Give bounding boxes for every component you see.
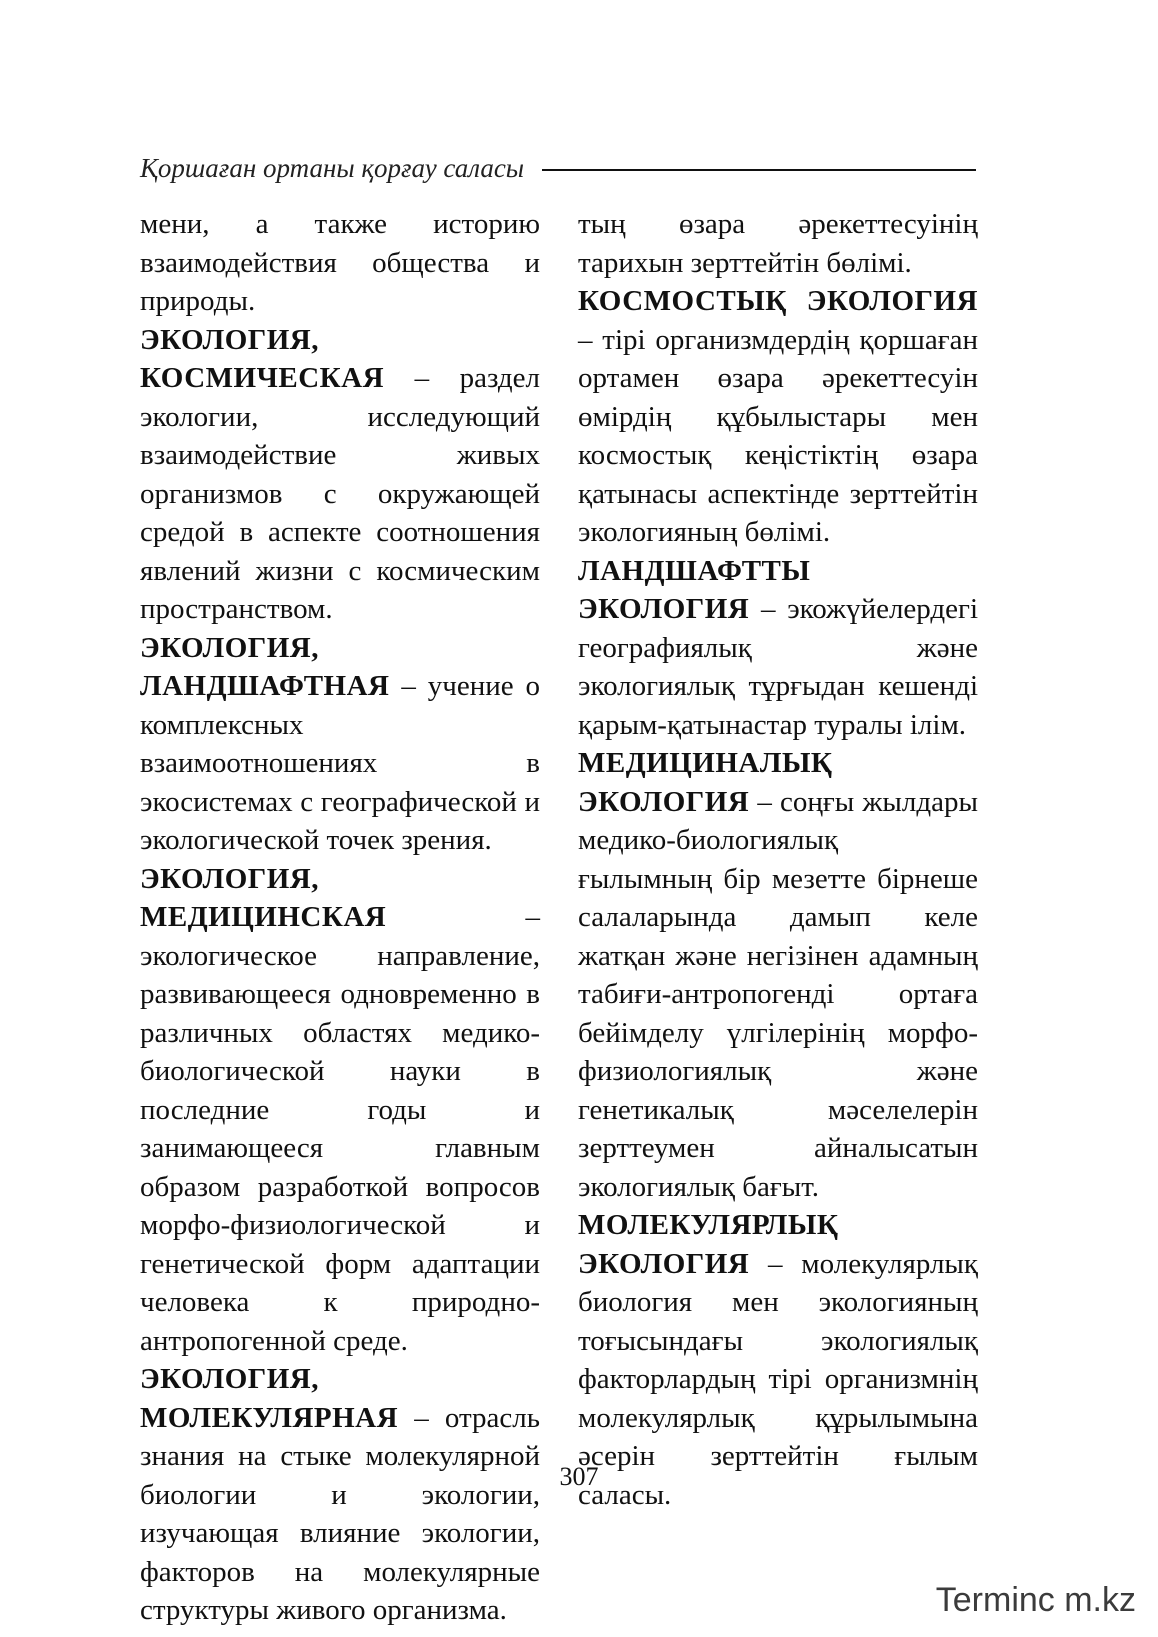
entry-definition: тың өзара әрекеттесуінің тарихын зерттейтін бөлімі. (578, 208, 978, 279)
entry-term: КОСМОСТЫҚ ЭКОЛОГИЯ (578, 285, 978, 317)
entry-term: ЛАНДШАФТТЫ ЭКОЛОГИЯ (578, 554, 811, 625)
termincom-watermark (936, 1575, 1136, 1625)
entry-definition: – соңғы жылдары медико-биологиялық ғылымның бір мезетте бірнеше салаларында дамып келе жатқан және негізінен адамның табиғи-антропогенді ортаға бейімделу үлгілерінің морфо-физиологиялық және генетикалық мәселелерін зерттеумен айналысатын экологиялық бағыт. (578, 785, 978, 1203)
dictionary-entry (578, 552, 978, 745)
running-header-title: Қоршаған ортаны қорғау саласы (140, 152, 525, 183)
entry-term: ЭКОЛОГИЯ, МЕДИЦИНСКАЯ (140, 862, 387, 933)
entry-term: ЭКОЛОГИЯ, МОЛЕКУЛЯРНАЯ (140, 1363, 399, 1434)
running-header (140, 148, 976, 188)
right-column (578, 205, 978, 1514)
entry-definition: – учение о комплексных взаимоотношениях в экосистемах с географической и экологической точек зрения. (140, 670, 540, 856)
entry-definition: – отрасль знания на стыке молекулярной биологии и экологии, изучающая влияние экологии, факторов на молекулярные структуры живого организма. (140, 1401, 540, 1626)
header-rule (542, 169, 976, 171)
entry-definition: – тірі организмдердің қоршаған ортамен өзара әрекеттесуін өмірдің құбылыстары мен космостық кеңістіктің өзара қатынасы аспектінде зерттейтін экологияның бөлімі. (578, 323, 978, 548)
dictionary-entry (140, 321, 540, 629)
entry-definition: – экожүйелердегі географиялық және экологиялық тұрғыдан кешенді қарым-қатынастар туралы ілім. (578, 593, 978, 741)
dictionary-entry (140, 860, 540, 1361)
entry-definition: – раздел экологии, исследующий взаимодействие живых организмов с окружающей средой в аспекте соотношения явлений жизни с космическим пространством. (140, 362, 540, 625)
entry-term: МЕДИЦИНАЛЫҚ ЭКОЛОГИЯ (578, 747, 833, 818)
entry-definition: – экологическое направление, развивающееся одновременно в различных областях медико-биологической науки в последние годы и занимающееся главным образом разработкой вопросов морфо-физиологической и генетической форм адаптации человека к природно-антропогенной среде. (140, 901, 540, 1357)
dictionary-entry (140, 629, 540, 860)
page-number: 307 (559, 1462, 599, 1491)
entry-definition: мени, а также историю взаимодействия общества и природы. (140, 208, 540, 317)
entry-term: МОЛЕКУЛЯРЛЫҚ ЭКОЛОГИЯ (578, 1209, 839, 1280)
entry-term: ЭКОЛОГИЯ, КОСМИЧЕСКАЯ (140, 323, 385, 394)
dictionary-entry (578, 282, 978, 552)
watermark-text: Terminc m.kz (935, 1580, 1136, 1619)
entry-term: ЭКОЛОГИЯ, ЛАНДШАФТНАЯ (140, 631, 390, 702)
dictionary-entry (140, 205, 540, 321)
left-column (140, 205, 540, 1630)
dictionary-entry (578, 744, 978, 1206)
entry-definition: – молекулярлық биология мен экологияның тоғысындағы экологиялық факторлардың тірі организмнің молекулярлық құрылымына әсерін зерттейтін ғылым саласы. (578, 1247, 978, 1511)
dictionary-entry (140, 1360, 540, 1630)
dictionary-entry (578, 205, 978, 282)
